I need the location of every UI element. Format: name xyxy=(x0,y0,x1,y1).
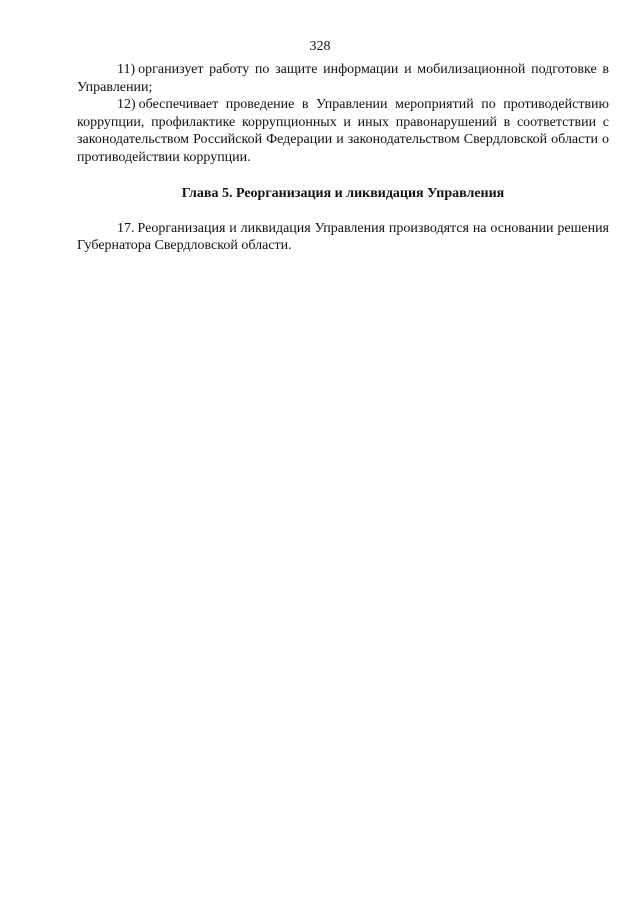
list-item-17 xyxy=(77,220,609,255)
page-number: 328 xyxy=(309,39,331,54)
item-number: 11) xyxy=(117,62,136,77)
chapter-heading: Глава 5. Реорганизация и ликвидация Управления xyxy=(181,186,505,201)
list-item-12 xyxy=(77,96,609,166)
item-number: 17. xyxy=(117,220,135,236)
item-number: 12) xyxy=(117,97,136,112)
item-text: организует работу по защите информации и мобилизационной подготовке в Управлении; xyxy=(77,62,609,95)
item-text: обеспечивает проведение в Управлении мероприятий по противодействию коррупции, профилактике коррупционных и иных правонарушений в соответствии с законодательством Российской Федерации и законодательством Свердловской области о противодействии коррупции. xyxy=(77,97,609,165)
item-text: Реорганизация и ликвидация Управления производятся на основании решения Губернатора Свердловской области. xyxy=(77,220,609,253)
list-item-11 xyxy=(77,61,609,96)
document-body xyxy=(77,61,609,255)
